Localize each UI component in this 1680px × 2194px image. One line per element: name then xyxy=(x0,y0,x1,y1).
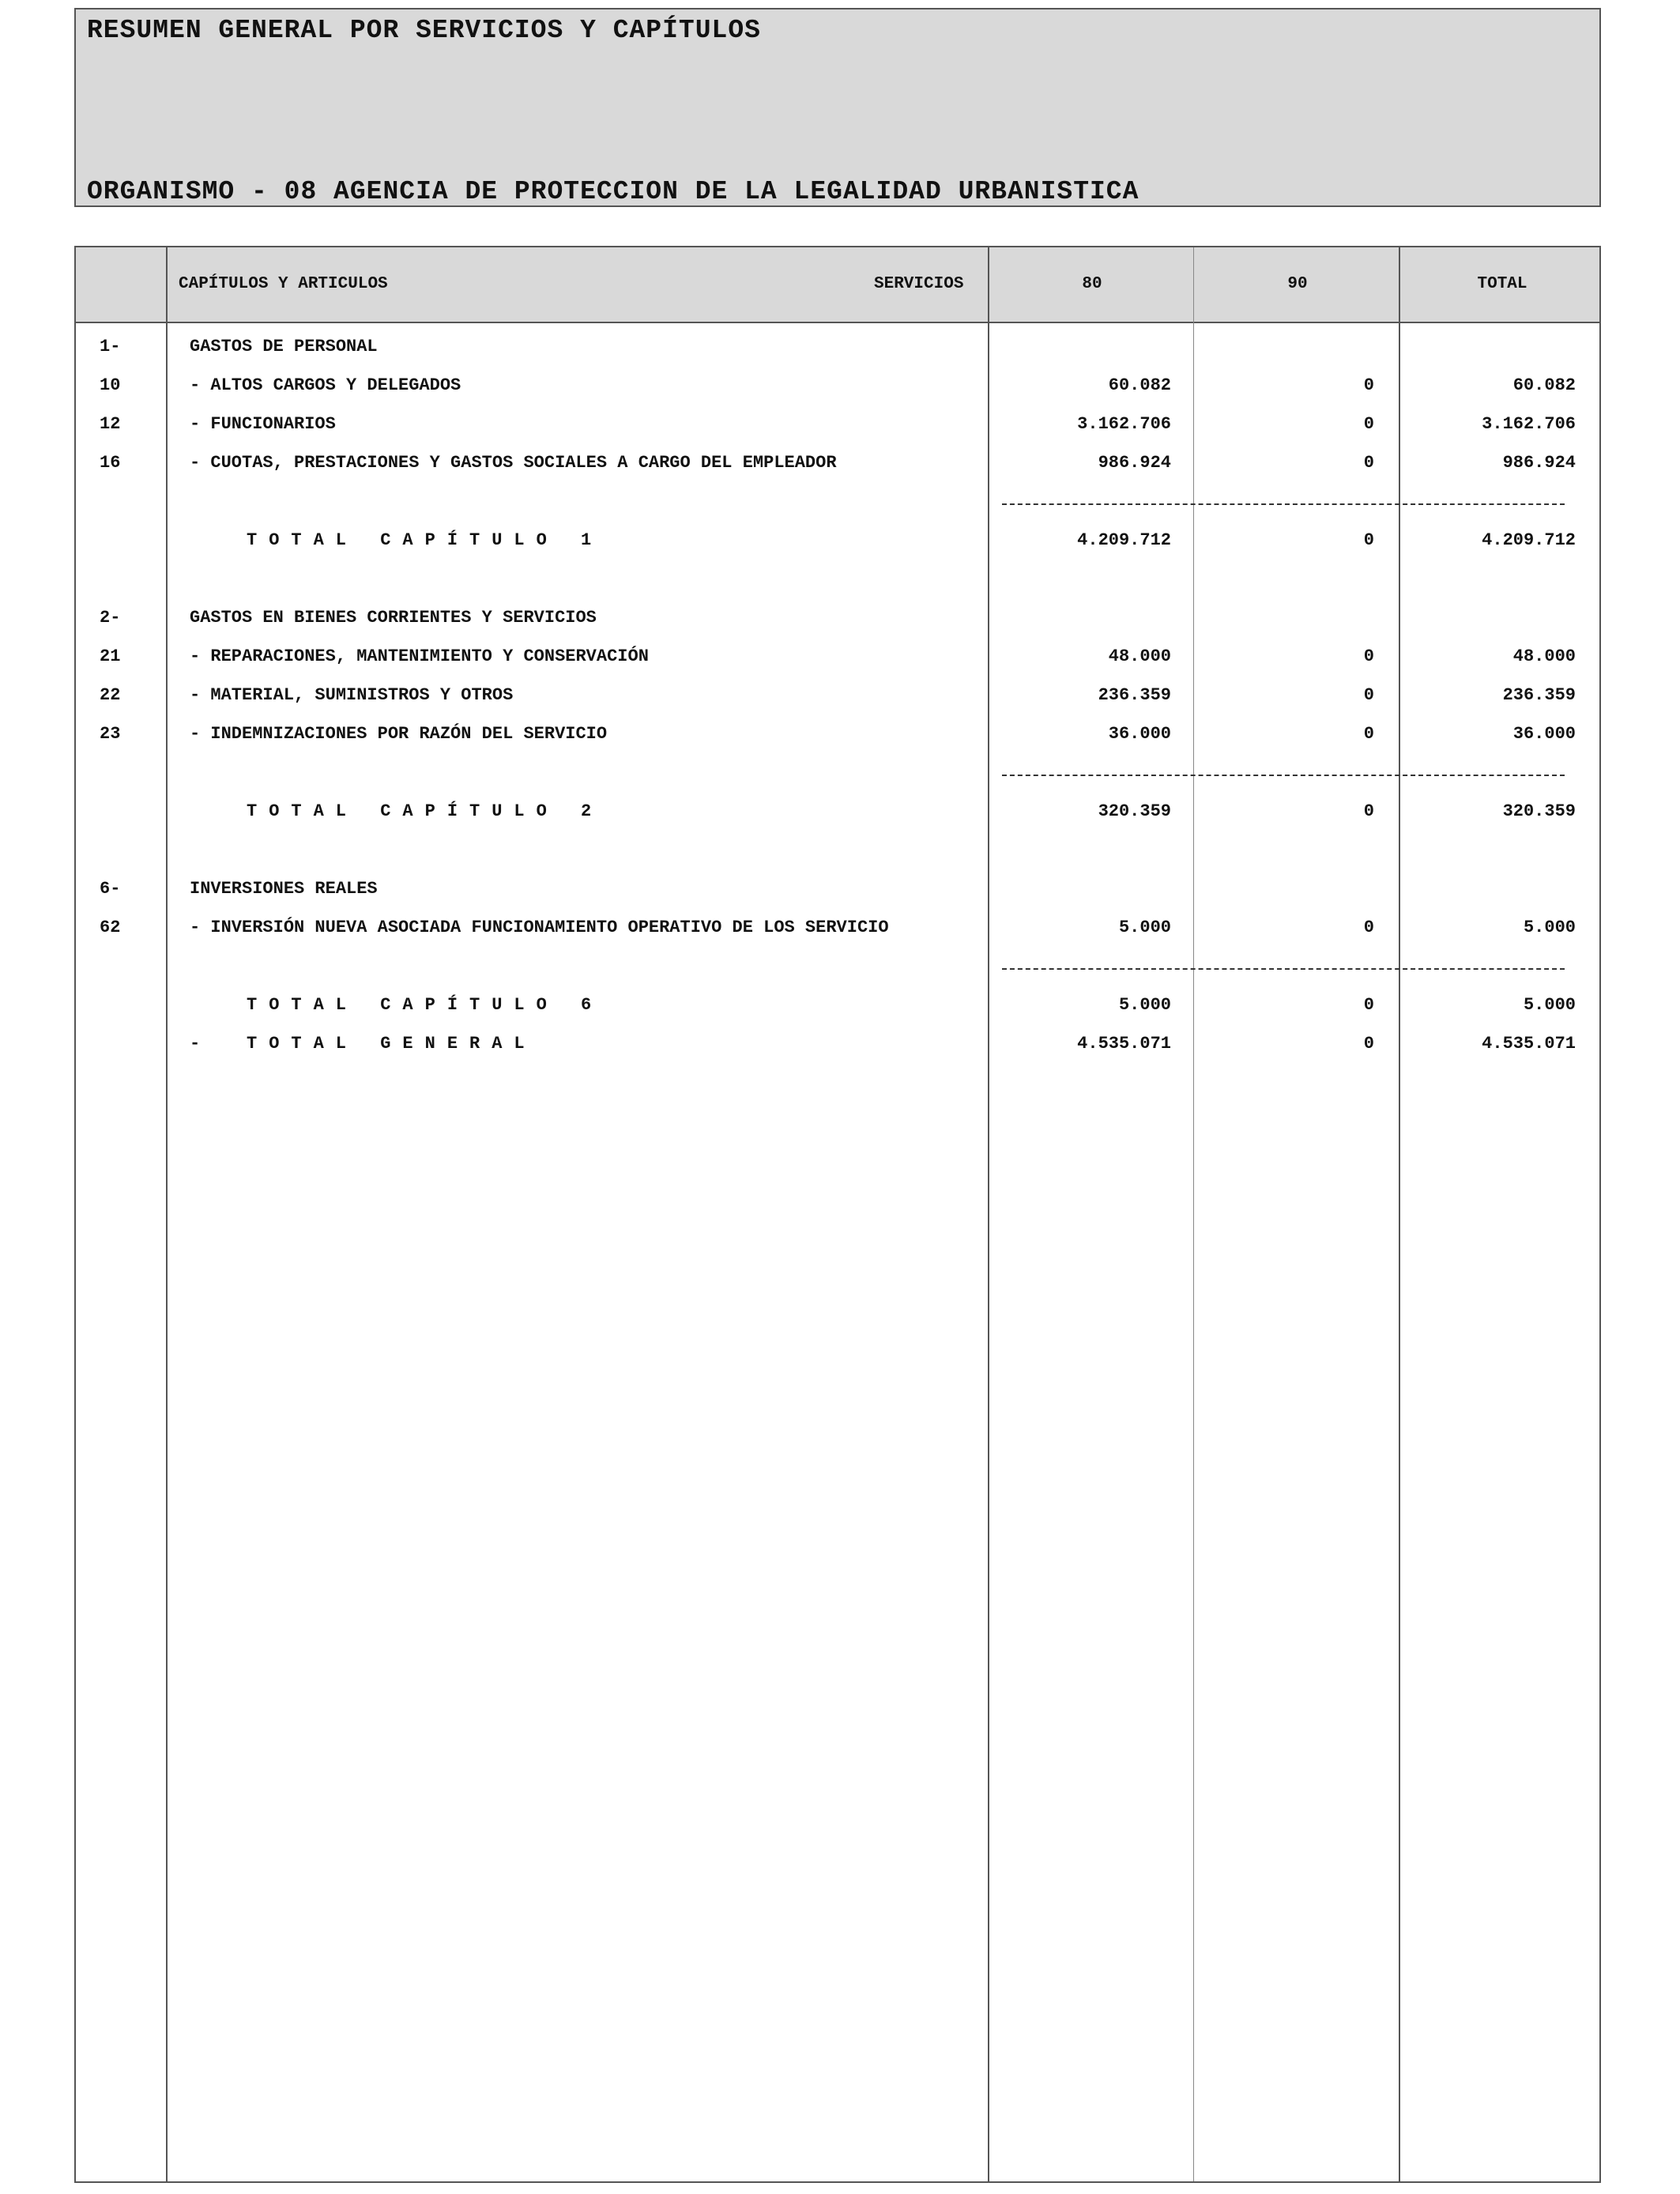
article-row xyxy=(76,640,1599,672)
report-header xyxy=(74,8,1601,207)
value-service-80: 60.082 xyxy=(1108,375,1171,395)
chapter-total-label: TOTAL CAPÍTULO 2 xyxy=(247,801,604,821)
article-description: - INDEMNIZACIONES POR RAZÓN DEL SERVICIO xyxy=(190,724,608,744)
organismo-title: ORGANISMO - 08 AGENCIA DE PROTECCION DE LA LEGALIDAD URBANISTICA xyxy=(87,177,1139,206)
value-service-90: 0 xyxy=(1363,685,1374,705)
value-total: 3.162.706 xyxy=(1482,414,1576,434)
chapter-row xyxy=(76,330,1599,362)
value-total: 5.000 xyxy=(1523,918,1576,937)
article-description: - INVERSIÓN NUEVA ASOCIADA FUNCIONAMIENTO OPERATIVO DE LOS SERVICIO xyxy=(190,918,889,937)
value-service-90: 0 xyxy=(1363,918,1374,937)
grand-total-row xyxy=(76,1027,1599,1059)
article-row xyxy=(76,408,1599,439)
subtotal-dashed-rule xyxy=(1002,503,1565,505)
chapter-total-row xyxy=(76,795,1599,827)
table-header-row xyxy=(76,247,1599,323)
chapter-code: 1- xyxy=(100,337,121,356)
chapter-title: GASTOS EN BIENES CORRIENTES Y SERVICIOS xyxy=(190,608,597,628)
subtotal-dashed-rule xyxy=(1002,775,1565,776)
chapter-total-total: 320.359 xyxy=(1502,801,1576,821)
value-service-90: 0 xyxy=(1363,414,1374,434)
chapter-total-90: 0 xyxy=(1363,530,1374,550)
chapter-code: 2- xyxy=(100,608,121,628)
value-service-90: 0 xyxy=(1363,724,1374,744)
grand-total-prefix: - xyxy=(190,1034,213,1054)
article-description: - ALTOS CARGOS Y DELEGADOS xyxy=(190,375,461,395)
chapter-row xyxy=(76,873,1599,904)
subtotal-dashed-rule xyxy=(1002,968,1565,970)
col-header-servicios: SERVICIOS xyxy=(874,275,964,293)
grand-total-90: 0 xyxy=(1363,1034,1374,1054)
chapter-row xyxy=(76,601,1599,633)
article-row xyxy=(76,718,1599,749)
article-description: - REPARACIONES, MANTENIMIENTO Y CONSERVACIÓN xyxy=(190,647,649,666)
grand-total-80: 4.535.071 xyxy=(1077,1034,1171,1054)
article-code: 23 xyxy=(100,724,121,744)
article-row xyxy=(76,911,1599,943)
value-service-80: 986.924 xyxy=(1098,453,1171,473)
chapter-total-80: 4.209.712 xyxy=(1077,530,1171,550)
value-service-90: 0 xyxy=(1363,647,1374,666)
article-row xyxy=(76,447,1599,478)
value-service-80: 48.000 xyxy=(1108,647,1171,666)
article-row xyxy=(76,679,1599,711)
value-service-80: 236.359 xyxy=(1098,685,1171,705)
chapter-total-total: 5.000 xyxy=(1523,995,1576,1015)
chapter-total-80: 5.000 xyxy=(1118,995,1171,1015)
article-description: - FUNCIONARIOS xyxy=(190,414,336,434)
col-header-capitulos: CAPÍTULOS Y ARTICULOS xyxy=(179,275,388,293)
chapter-title: INVERSIONES REALES xyxy=(190,879,378,899)
value-service-80: 5.000 xyxy=(1118,918,1171,937)
chapter-total-label: TOTAL CAPÍTULO 1 xyxy=(247,530,604,550)
chapter-total-90: 0 xyxy=(1363,801,1374,821)
chapter-total-label: TOTAL CAPÍTULO 6 xyxy=(247,995,604,1015)
budget-table xyxy=(74,246,1601,2183)
report-title: RESUMEN GENERAL POR SERVICIOS Y CAPÍTULOS xyxy=(87,16,761,45)
article-code: 21 xyxy=(100,647,121,666)
chapter-total-total: 4.209.712 xyxy=(1482,530,1576,550)
col-header-total: TOTAL xyxy=(1477,275,1527,293)
article-code: 12 xyxy=(100,414,121,434)
value-total: 236.359 xyxy=(1502,685,1576,705)
article-code: 10 xyxy=(100,375,121,395)
chapter-total-80: 320.359 xyxy=(1098,801,1171,821)
article-description: - MATERIAL, SUMINISTROS Y OTROS xyxy=(190,685,514,705)
value-total: 60.082 xyxy=(1512,375,1576,395)
col-header-80: 80 xyxy=(1082,275,1102,293)
grand-total-total: 4.535.071 xyxy=(1482,1034,1576,1054)
article-description: - CUOTAS, PRESTACIONES Y GASTOS SOCIALES A CARGO DEL EMPLEADOR xyxy=(190,453,837,473)
value-total: 36.000 xyxy=(1512,724,1576,744)
chapter-total-row xyxy=(76,524,1599,556)
value-service-90: 0 xyxy=(1363,453,1374,473)
chapter-total-90: 0 xyxy=(1363,995,1374,1015)
article-code: 62 xyxy=(100,918,121,937)
value-total: 48.000 xyxy=(1512,647,1576,666)
article-code: 16 xyxy=(100,453,121,473)
chapter-title: GASTOS DE PERSONAL xyxy=(190,337,378,356)
article-row xyxy=(76,369,1599,401)
value-service-90: 0 xyxy=(1363,375,1374,395)
chapter-code: 6- xyxy=(100,879,121,899)
grand-total-label: TOTAL GENERAL xyxy=(247,1034,537,1054)
value-service-80: 3.162.706 xyxy=(1077,414,1171,434)
article-code: 22 xyxy=(100,685,121,705)
value-service-80: 36.000 xyxy=(1108,724,1171,744)
col-header-90: 90 xyxy=(1287,275,1308,293)
value-total: 986.924 xyxy=(1502,453,1576,473)
chapter-total-row xyxy=(76,989,1599,1020)
